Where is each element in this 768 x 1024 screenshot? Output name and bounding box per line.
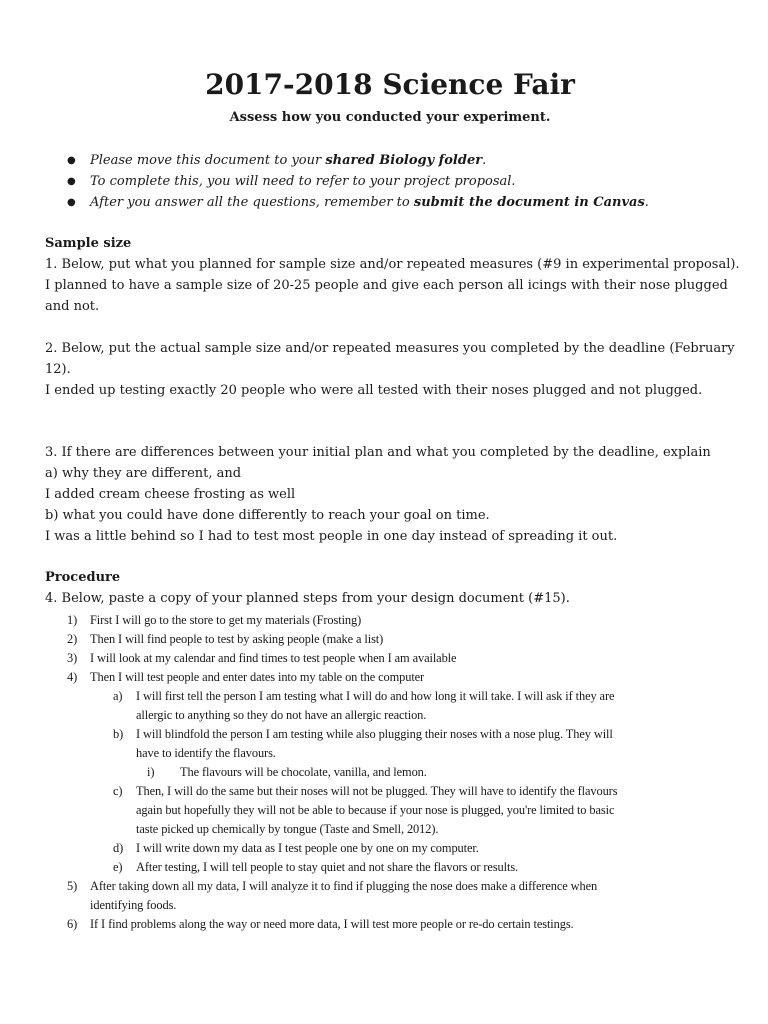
step-item: 6) If I find problems along the way or need more data, I will test more people or re-do certain testings. (67, 917, 574, 931)
question-3a: a) why they are different, and (45, 466, 242, 481)
document-title: 2017-2018 Science Fair (205, 68, 575, 101)
question-2-block (45, 338, 745, 401)
question-2-line-1: 2. Below, put the actual sample size and/or repeated measures you completed by the deadline (February (45, 341, 735, 356)
sub-substep-item: i) The flavours will be chocolate, vanilla, and lemon. (147, 765, 427, 779)
instruction-list (45, 150, 649, 213)
sample-size-section (45, 233, 745, 317)
document-subtitle: Assess how you conducted your experiment. (229, 110, 551, 125)
question-3b: b) what you could have done differently to reach your goal on time. (45, 508, 490, 523)
answer-3a: I added cream cheese frosting as well (45, 487, 296, 502)
planned-steps-list (45, 611, 745, 934)
answer-2: I ended up testing exactly 20 people who were all tested with their noses plugged and not plugged. (45, 383, 703, 398)
section-heading-procedure: Procedure (45, 570, 121, 585)
question-2-line-2: 12). (45, 362, 71, 377)
instruction-item: ● After you answer all the questions, remember to submit the document in Canvas. (45, 192, 649, 213)
answer-1-line-2: and not. (45, 299, 100, 314)
section-heading-sample-size: Sample size (45, 236, 132, 251)
procedure-section (45, 567, 745, 609)
substep-item: c) Then, I will do the same but their noses will not be plugged. They will have to identify the flavours again but hopefully they will not be able to because if your nose is plugged, you're limited to basic taste picked up chemically by tongue (Taste and Smell, 2012). (113, 784, 618, 836)
substep-item: a) I will first tell the person I am testing what I will do and how long it will take. I will ask if they are allergic to anything so they do not have an allergic reaction. (113, 689, 615, 722)
question-3-block (45, 442, 745, 547)
step-item: 2) Then I will find people to test by asking people (make a list) (67, 632, 384, 646)
answer-3b: I was a little behind so I had to test most people in one day instead of spreading it out. (45, 529, 618, 544)
step-item: 4) Then I will test people and enter dates into my table on the computer (67, 670, 425, 684)
step-item: 1) First I will go to the store to get my materials (Frosting) (67, 613, 362, 627)
substep-item: e) After testing, I will tell people to stay quiet and not share the flavors or results. (113, 860, 519, 874)
instruction-item: ● Please move this document to your shared Biology folder. (45, 150, 649, 171)
question-4: 4. Below, paste a copy of your planned steps from your design document (#15). (45, 591, 570, 606)
substep-item: d) I will write down my data as I test people one by one on my computer. (113, 841, 479, 855)
step-item: 3) I will look at my calendar and find times to test people when I am available (67, 651, 457, 665)
answer-1-line-1: I planned to have a sample size of 20-25 people and give each person all icings with their nose plugged (45, 278, 728, 293)
question-3: 3. If there are differences between your initial plan and what you completed by the deadline, explain (45, 445, 711, 460)
question-1: 1. Below, put what you planned for sample size and/or repeated measures (#9 in experimental proposal). (45, 257, 740, 272)
instruction-item: ● To complete this, you will need to refer to your project proposal. (45, 171, 649, 192)
substep-item: b) I will blindfold the person I am testing while also plugging their noses with a nose plug. They will have to identify the flavours. (113, 727, 613, 760)
step-item: 5) After taking down all my data, I will analyze it to find if plugging the nose does make a difference when identifying foods. (67, 879, 598, 912)
